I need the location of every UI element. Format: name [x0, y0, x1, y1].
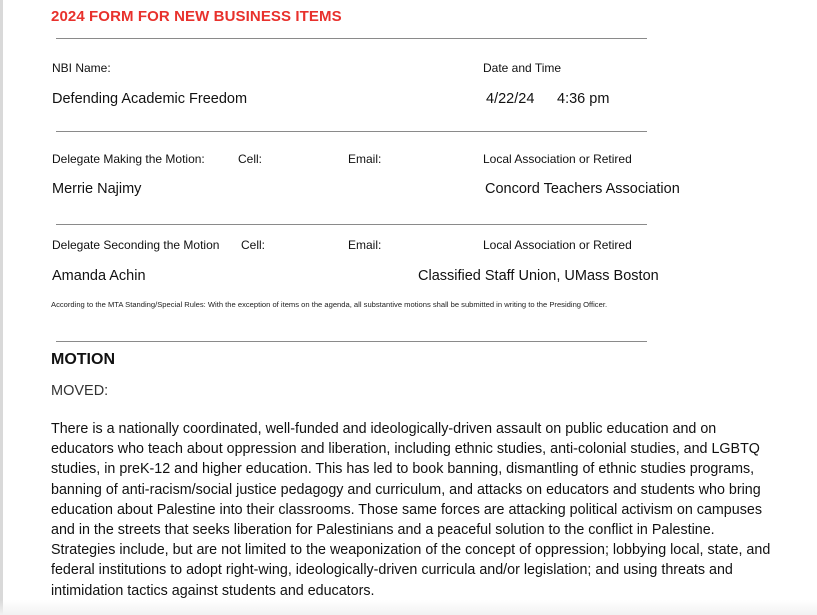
- second-delegate-assoc-label: Local Association or Retired: [483, 238, 632, 252]
- nbi-name-value: Defending Academic Freedom: [52, 91, 248, 107]
- second-delegate-cell-label: Cell:: [241, 238, 266, 252]
- motion-delegate-cell-label: Cell:: [238, 152, 263, 166]
- divider: [56, 131, 647, 132]
- motion-delegate-email-label: Email:: [348, 152, 382, 166]
- time-value: 4:36 pm: [557, 91, 610, 107]
- date-time-label: Date and Time: [483, 61, 562, 75]
- motion-heading: MOTION: [51, 351, 115, 368]
- rules-note: According to the MTA Standing/Special Rules: With the exception of items on the agenda, all substantive motions shall be submitted in writing to the Presiding Officer.: [51, 300, 608, 309]
- date-value: 4/22/24: [486, 91, 535, 107]
- second-delegate-label: Delegate Seconding the Motion: [52, 238, 220, 252]
- motion-text: There is a nationally coordinated, well-funded and ideologically-driven assault on public education and on educators who teach about oppression and liberation, including ethnic studies, anti-colonial studies, and LGBTQ studies, in preK-12 and higher education. This has led to book banning, dismantling of ethnic studies programs, banning of anti-racism/social justice pedagogy and curriculum, and attacks on educators and students who bring education about Palestine into their classrooms. Those same forces are attacking political activism on campuses and in the streets that seeks liberation for Palestinians and a peaceful solution to the conflict in Palestine. Strategies include, but are not limited to the weaponization of the concept of oppression; lobbying local, state, and federal institutions to adopt right-wing, ideologically-driven curricula and/or legislation; and using threats and intimidation tactics against students and educators.: [51, 421, 771, 599]
- page-bottom-fade: [0, 600, 817, 615]
- divider: [56, 38, 647, 39]
- divider: [56, 341, 647, 342]
- motion-delegate-assoc: Concord Teachers Association: [485, 181, 680, 197]
- second-delegate-assoc: Classified Staff Union, UMass Boston: [418, 268, 659, 284]
- second-delegate-name: Amanda Achin: [52, 268, 146, 284]
- motion-delegate-name: Merrie Najimy: [52, 181, 142, 197]
- page-edge: [0, 0, 3, 615]
- motion-delegate-label: Delegate Making the Motion:: [52, 152, 205, 166]
- nbi-name-label: NBI Name:: [52, 61, 111, 75]
- moved-label: MOVED:: [51, 383, 109, 399]
- form-title: 2024 FORM FOR NEW BUSINESS ITEMS: [51, 8, 342, 25]
- divider: [56, 224, 647, 225]
- second-delegate-email-label: Email:: [348, 238, 382, 252]
- motion-delegate-assoc-label: Local Association or Retired: [483, 152, 632, 166]
